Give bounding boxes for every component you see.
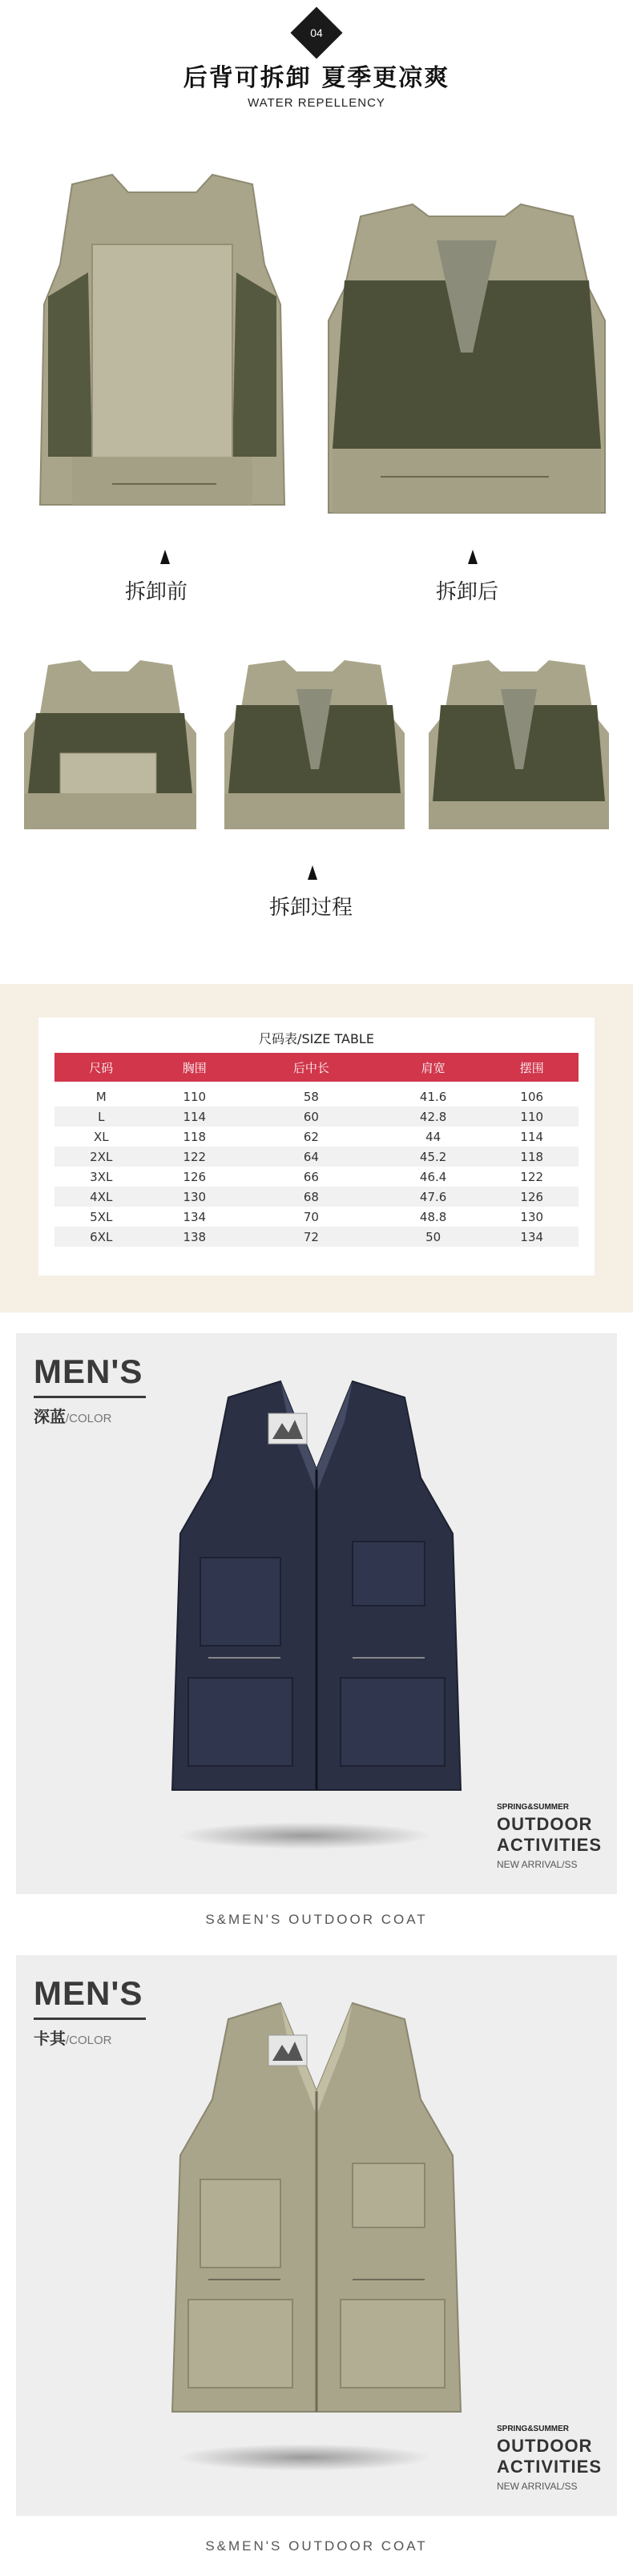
table-cell: 50 — [381, 1227, 486, 1247]
size-table-section — [0, 984, 633, 1312]
size-table-title: 尺码表/SIZE TABLE — [259, 1031, 374, 1046]
detach-process-step1-image — [16, 657, 204, 841]
outdoor-line: OUTDOOR — [497, 2436, 593, 2456]
arrow-up-icon — [160, 550, 170, 564]
table-cell: 42.8 — [381, 1107, 486, 1127]
detach-process-step2-image — [216, 657, 413, 841]
table-cell: 126 — [183, 1169, 207, 1184]
table-cell: 130 — [520, 1209, 544, 1224]
arrow-up-icon — [468, 550, 478, 564]
table-cell: M — [95, 1089, 107, 1104]
table-cell: 106 — [520, 1089, 544, 1104]
table-cell: 118 — [485, 1147, 579, 1167]
before-detach-label: 拆卸前 — [125, 580, 188, 604]
table-cell: 114 — [520, 1129, 544, 1144]
table-cell: 2XL — [54, 1147, 148, 1167]
new-arrival-label: NEW ARRIVAL/SS — [497, 1859, 578, 1870]
table-cell: 48.8 — [419, 1209, 447, 1224]
table-cell: 41.6 — [419, 1089, 447, 1104]
table-cell: XL — [93, 1129, 109, 1144]
mens-heading: MEN'S — [34, 1974, 143, 2012]
table-row — [54, 1167, 579, 1187]
navy-caption: S&MEN'S OUTDOOR COAT — [205, 1912, 428, 1927]
table-cell: 110 — [485, 1107, 579, 1127]
vest-back-panel-attached-image — [24, 168, 300, 521]
table-cell: 4XL — [54, 1187, 148, 1207]
mens-heading: MEN'S — [34, 1353, 143, 1390]
color-label — [34, 2026, 112, 2049]
new-arrival-label: NEW ARRIVAL/SS — [497, 2481, 578, 2492]
vest-back-panel-removed-image — [316, 192, 617, 529]
section-subtitle: WATER REPELLENCY — [248, 96, 385, 110]
table-cell: 68 — [241, 1187, 381, 1207]
color-name: 卡其 — [34, 2029, 66, 2048]
after-detach-label: 拆卸后 — [436, 580, 499, 604]
table-cell: 44 — [425, 1129, 441, 1144]
table-cell: 47.6 — [381, 1187, 486, 1207]
table-row — [54, 1187, 579, 1207]
table-cell: 122 — [148, 1147, 242, 1167]
table-cell: 60 — [241, 1107, 381, 1127]
table-row — [54, 1147, 579, 1167]
navy-color-panel — [16, 1333, 617, 1894]
table-cell: 134 — [485, 1227, 579, 1247]
table-cell: 130 — [148, 1187, 242, 1207]
size-table-card — [38, 1018, 595, 1276]
color-name: 深蓝 — [34, 1407, 66, 1426]
hem-col-header: 摆围 — [485, 1053, 579, 1082]
outdoor-activities-heading — [497, 1814, 602, 1856]
table-cell: L — [54, 1107, 148, 1127]
color-suffix: /COLOR — [66, 2034, 112, 2047]
khaki-color-panel — [16, 1955, 617, 2516]
khaki-caption: S&MEN'S OUTDOOR COAT — [205, 2538, 428, 2554]
section-title: 后背可拆卸 夏季更凉爽 — [183, 64, 450, 92]
detach-process-step3-image — [421, 657, 617, 841]
season-label: SPRING&SUMMER — [497, 2425, 570, 2433]
outdoor-activities-heading — [497, 2436, 602, 2477]
activities-line: ACTIVITIES — [497, 1835, 603, 1855]
table-cell: 6XL — [54, 1227, 148, 1247]
color-suffix: /COLOR — [66, 1412, 112, 1425]
detach-section — [0, 0, 633, 961]
table-row — [54, 1227, 579, 1247]
chest-col-header: 胸围 — [148, 1053, 242, 1082]
table-cell: 46.4 — [419, 1169, 447, 1184]
size-table-header-row — [54, 1053, 579, 1082]
detach-process-label: 拆卸过程 — [269, 896, 353, 920]
table-row — [54, 1082, 579, 1107]
heading-underline — [34, 1396, 146, 1398]
table-cell: 62 — [303, 1129, 319, 1144]
back-length-col-header: 后中长 — [241, 1053, 381, 1082]
outdoor-line: OUTDOOR — [497, 1814, 593, 1834]
table-cell: 45.2 — [381, 1147, 486, 1167]
size-col-header: 尺码 — [54, 1053, 148, 1082]
table-row — [54, 1127, 579, 1147]
shoulder-col-header: 肩宽 — [381, 1053, 486, 1082]
table-cell: 66 — [303, 1169, 319, 1184]
table-cell: 58 — [303, 1089, 319, 1104]
table-cell: 114 — [148, 1107, 242, 1127]
activities-line: ACTIVITIES — [497, 2457, 603, 2477]
table-cell: 110 — [183, 1089, 207, 1104]
table-cell: 70 — [303, 1209, 319, 1224]
heading-underline — [34, 2018, 146, 2020]
table-cell: 118 — [183, 1129, 207, 1144]
arrow-up-icon — [308, 865, 317, 880]
table-cell: 134 — [183, 1209, 207, 1224]
season-label: SPRING&SUMMER — [497, 1803, 570, 1812]
table-row — [54, 1107, 579, 1127]
table-cell: 122 — [520, 1169, 544, 1184]
table-row — [54, 1207, 579, 1227]
navy-vest-image — [152, 1373, 481, 1838]
table-cell: 138 — [148, 1227, 242, 1247]
table-cell: 72 — [241, 1227, 381, 1247]
table-cell: 3XL — [90, 1169, 113, 1184]
khaki-vest-image — [152, 1995, 481, 2460]
table-cell: 126 — [485, 1187, 579, 1207]
section-number-text: 04 — [310, 26, 323, 39]
table-cell: 5XL — [90, 1209, 113, 1224]
size-table — [54, 1053, 579, 1247]
table-cell: 64 — [241, 1147, 381, 1167]
color-label — [34, 1404, 112, 1427]
